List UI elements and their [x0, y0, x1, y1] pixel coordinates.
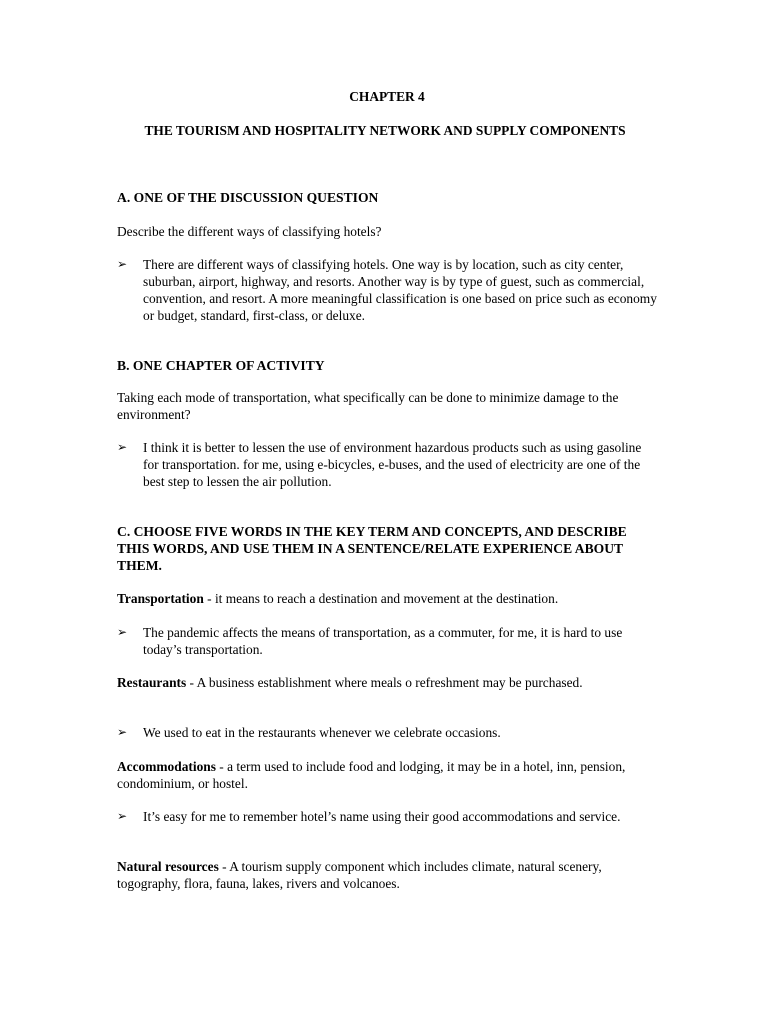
arrow-bullet-icon: ➢	[117, 809, 128, 823]
chapter-title: THE TOURISM AND HOSPITALITY NETWORK AND SUPPLY COMPONENTS	[144, 123, 626, 138]
section-b-answer: I think it is better to lessen the use of environment hazardous products such as using gasoline for transportation. for me, using e-bicycles, e-buses, and the used of electricity are one of the best step to lessen the air pollution.	[143, 440, 642, 489]
section-b-answer-bullet	[117, 439, 657, 490]
term-transportation	[117, 590, 657, 607]
term-definition: - a term used to include food and lodging, it may be in a hotel, inn, pension, condominium, or hostel.	[117, 759, 626, 791]
chapter-label: CHAPTER 4	[349, 89, 425, 104]
term-accommodations	[117, 758, 657, 792]
arrow-bullet-icon: ➢	[117, 257, 128, 271]
term-transportation-example-bullet	[117, 624, 657, 658]
term-definition: - it means to reach a destination and movement at the destination.	[203, 591, 559, 606]
term-label: Natural resources	[117, 859, 219, 874]
section-a-question: Describe the different ways of classifying hotels?	[117, 224, 382, 239]
term-definition: - A tourism supply component which includes climate, natural scenery, togography, flora, fauna, lakes, rivers and volcanoes.	[117, 859, 602, 891]
term-definition: - A business establishment where meals o refreshment may be purchased.	[186, 675, 583, 690]
section-c-heading: C. CHOOSE FIVE WORDS IN THE KEY TERM AND CONCEPTS, AND DESCRIBE THIS WORDS, AND USE THEM IN A SENTENCE/RELATE EXPERIENCE ABOUT THEM.	[117, 524, 627, 573]
section-b-question: Taking each mode of transportation, what specifically can be done to minimize damage to the environment?	[117, 390, 619, 422]
section-a-answer: There are different ways of classifying hotels. One way is by location, such as city center, suburban, airport, highway, and resorts. Another way is by type of guest, such as commercial, convention, and resort. A more meaningful classification is one based on price such as economy or budget, standard, first-class, or deluxe.	[143, 257, 657, 323]
term-restaurants-example-bullet	[117, 724, 657, 741]
term-example: We used to eat in the restaurants whenever we celebrate occasions.	[143, 725, 501, 740]
section-a-heading: A. ONE OF THE DISCUSSION QUESTION	[117, 190, 379, 205]
term-label: Accommodations	[117, 759, 216, 774]
term-accommodations-example-bullet	[117, 808, 657, 825]
section-b-heading: B. ONE CHAPTER OF ACTIVITY	[117, 358, 325, 373]
term-restaurants	[117, 674, 657, 691]
term-label: Transportation	[117, 591, 204, 606]
term-example: It’s easy for me to remember hotel’s name using their good accommodations and service.	[143, 809, 621, 824]
term-natural-resources	[117, 858, 657, 892]
arrow-bullet-icon: ➢	[117, 625, 128, 639]
arrow-bullet-icon: ➢	[117, 440, 128, 454]
term-example: The pandemic affects the means of transportation, as a commuter, for me, it is hard to use today’s transportation.	[143, 625, 623, 657]
term-label: Restaurants	[117, 675, 187, 690]
section-a-answer-bullet	[117, 256, 657, 324]
arrow-bullet-icon: ➢	[117, 725, 128, 739]
